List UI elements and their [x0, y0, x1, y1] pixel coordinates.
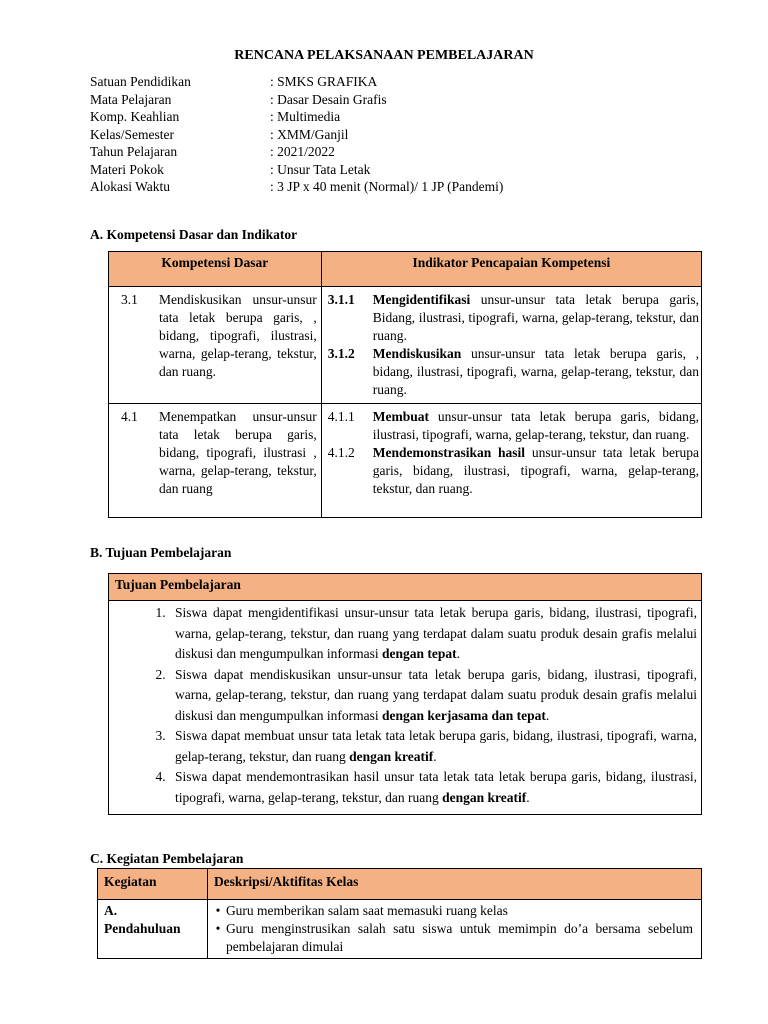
document-title: RENCANA PELAKSANAAN PEMBELAJARAN [234, 48, 534, 63]
kd-text: Mendiskusikan unsur-unsur tata letak berupa garis, , bidang, tipografi, ilustrasi, warna, gelap-terang, tekstur, dan ruang. [159, 292, 317, 379]
indikator-number: 3.1.1 [327, 292, 355, 307]
column-header-kegiatan: Kegiatan [98, 869, 208, 900]
tujuan-text: Siswa dapat mendemontrasikan hasil unsur tata letak tata letak berupa garis, bidang, ilustrasi, tipografi, warna, gelap-terang, tekstur, dan ruang [175, 769, 697, 805]
list-item [169, 767, 697, 808]
tujuan-end: . [526, 789, 530, 805]
indikator-text: unsur-unsur tata letak berupa garis, Bidang, ilustrasi, tipografi, warna, gelap-terang, tekstur, dan ruang. [372, 292, 699, 343]
tujuan-emphasis: dengan kreatif [349, 748, 434, 764]
indikator-text: unsur-unsur tata letak berupa garis, bidang, ilustrasi, tipografi, warna, gelap-terang, tekstur, dan ruang. [372, 445, 699, 496]
table-header-row [98, 869, 702, 900]
column-header-indikator: Indikator Pencapaian Kompetensi [321, 252, 701, 287]
bullet-icon: • [215, 921, 221, 936]
info-label: Tahun Pelajaran [90, 144, 178, 159]
list-item [169, 603, 697, 665]
tujuan-cell [109, 601, 702, 815]
info-label: Mata Pelajaran [90, 91, 172, 107]
info-row [90, 126, 503, 144]
kegiatan-letter: A. [104, 903, 118, 918]
info-value: : Dasar Desain Grafis [270, 91, 387, 107]
kd-cell [109, 287, 322, 404]
info-row [90, 178, 503, 196]
table-header-row [109, 252, 702, 287]
info-value: : SMKS GRAFIKA [270, 74, 378, 89]
indikator-cell [321, 287, 701, 404]
indikator-text: unsur-unsur tata letak berupa garis, bidang, ilustrasi, tipografi, warna, gelap-terang, tekstur, dan ruang. [372, 409, 699, 442]
column-header-deskripsi: Deskripsi/Aktifitas Kelas [207, 869, 701, 900]
list-item [210, 920, 693, 956]
section-c-title: C. Kegiatan Pembelajaran [90, 851, 244, 866]
table-row [109, 404, 702, 518]
indikator-verb: Mendiskusikan [372, 346, 462, 361]
info-row [90, 73, 503, 91]
info-value: : 3 JP x 40 menit (Normal)/ 1 JP (Pandemi) [270, 179, 504, 194]
info-label: Satuan Pendidikan [90, 74, 191, 89]
bullet-text: Guru memberikan salam saat memasuki ruang kelas [225, 903, 508, 918]
tujuan-emphasis: dengan tepat [381, 646, 457, 661]
kegiatan-cell [98, 900, 208, 959]
tujuan-emphasis: dengan kreatif [442, 789, 527, 805]
info-block [90, 73, 503, 196]
kd-text: Menempatkan unsur-unsur tata letak berupa garis, bidang, tipografi, ilustrasi , warna, gelap-terang, tekstur, dan ruang [159, 409, 317, 496]
info-row [90, 143, 503, 161]
column-header-tujuan: Tujuan Pembelajaran [109, 574, 702, 601]
tujuan-list [109, 603, 697, 808]
tujuan-text: Siswa dapat membuat unsur tata letak tata letak berupa garis, bidang, ilustrasi, tipografi, warna, gelap-terang, tekstur, dan ruang [175, 728, 697, 764]
section-a-title: A. Kompetensi Dasar dan Indikator [90, 227, 298, 242]
kegiatan-table [97, 868, 702, 959]
info-row [90, 108, 503, 126]
section-b-title: B. Tujuan Pembelajaran [90, 545, 232, 560]
list-item [210, 902, 693, 920]
table-header-row [109, 574, 702, 601]
kd-number: 3.1 [121, 292, 138, 307]
tujuan-table [108, 573, 702, 815]
tujuan-end: . [456, 646, 460, 661]
table-row [109, 601, 702, 815]
bullet-icon: • [215, 903, 221, 918]
tujuan-end: . [545, 707, 550, 723]
deskripsi-cell [207, 900, 701, 959]
indikator-item [328, 291, 699, 345]
table-row [109, 287, 702, 404]
tujuan-end: . [433, 748, 437, 764]
column-header-kd: Kompetensi Dasar [109, 252, 322, 287]
info-label: Komp. Keahlian [90, 109, 180, 124]
info-label: Kelas/Semester [90, 126, 174, 142]
tujuan-emphasis: dengan kerjasama dan tepat [381, 707, 546, 723]
info-value: : 2021/2022 [270, 144, 335, 159]
list-item [169, 726, 697, 767]
info-row [90, 91, 503, 109]
tujuan-text: Siswa dapat mengidentifikasi unsur-unsur tata letak berupa garis, bidang, ilustrasi, tipografi, warna, gelap-terang, tekstur, dan ruang yang terdapat dalam suatu produk desain grafis melalui diskusi dan mengumpulkan informasi [175, 605, 697, 661]
indikator-cell [321, 404, 701, 518]
indikator-text: unsur-unsur tata letak berupa garis, , bidang, ilustrasi, tipografi, warna, gelap-terang, tekstur, dan ruang. [372, 346, 699, 397]
kegiatan-name: Pendahuluan [104, 921, 181, 936]
tujuan-text: Siswa dapat mendiskusikan unsur-unsur tata letak berupa garis, bidang, ilustrasi, tipografi, warna, gelap-terang, tekstur, dan ruang yang terdapat dalam suatu produk desain grafis melalui diskusi dan mengumpulkan informasi [175, 666, 697, 723]
indikator-number: 4.1.1 [327, 409, 355, 424]
info-label: Alokasi Waktu [90, 179, 171, 194]
list-item [169, 665, 697, 727]
bullet-text: Guru menginstrusikan salah satu siswa untuk memimpin do’a bersama sebelum pembelajaran dimulai [225, 921, 693, 954]
info-value: : XMM/Ganjil [270, 126, 349, 142]
indikator-verb: Mengidentifikasi [372, 292, 471, 307]
indikator-verb: Mendemonstrasikan hasil [372, 445, 526, 460]
table-row [98, 900, 702, 959]
kompetensi-table [108, 251, 702, 518]
kd-cell [109, 404, 322, 518]
indikator-item [328, 444, 699, 498]
kd-number: 4.1 [121, 409, 138, 424]
indikator-verb: Membuat [372, 409, 429, 424]
indikator-item [328, 345, 699, 399]
info-value: : Unsur Tata Letak [270, 161, 371, 177]
info-row [90, 161, 503, 179]
indikator-number: 4.1.2 [327, 445, 355, 460]
info-label: Materi Pokok [90, 161, 164, 177]
indikator-item [328, 408, 699, 444]
indikator-number: 3.1.2 [327, 346, 355, 361]
info-value: : Multimedia [270, 109, 341, 124]
